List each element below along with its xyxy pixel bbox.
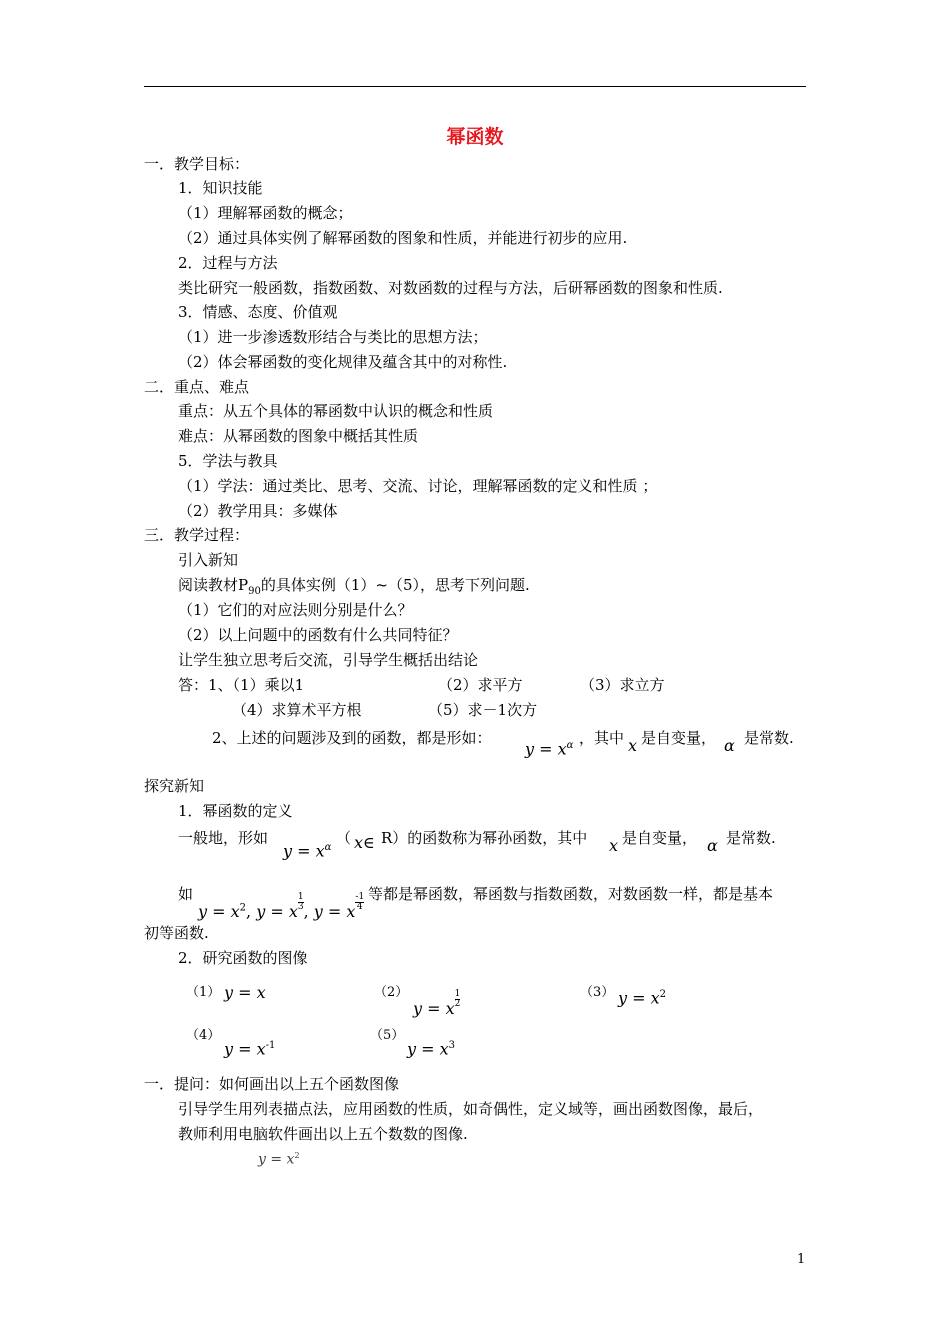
definition-b: （ <box>336 829 352 847</box>
func-5: $y = x^3$ <box>407 1039 456 1059</box>
func-3-label: （3） <box>580 985 615 1000</box>
formula-def: $y = x^\alpha$ <box>283 841 332 861</box>
definition-e: 是常数. <box>726 829 776 847</box>
read-text: 阅读教材$P_{90}$的具体实例（1）~（5），思考下列问题. <box>178 576 530 597</box>
key-point: 重点：从五个具体的幂函数中认识的概念和性质 <box>178 402 494 420</box>
guide-para-2: 教师利用电脑软件画出以上五个数数的图像. <box>178 1125 468 1143</box>
func-3: $y = x^2$ <box>618 988 667 1008</box>
examples-a: 如 <box>178 885 194 903</box>
goal-2a: 类比研究一般函数，指数函数、对数函数的过程与方法，后研幂函数的图象和性质. <box>178 279 723 297</box>
question-heading: 一．提问：如何画出以上五个函数图像 <box>144 1075 400 1093</box>
tools: （2）教学用具：多媒体 <box>178 502 338 520</box>
var-alpha: α <box>724 736 735 755</box>
def-var-x: x <box>609 836 619 855</box>
graph-caption-formula: $y = x^2$ <box>258 1151 300 1168</box>
knowledge-skills: 1．知识技能 <box>178 179 263 197</box>
study-graphs: 2．研究函数的图像 <box>178 949 308 967</box>
question-2: （2）以上问题中的函数有什么共同特征？ <box>178 626 458 644</box>
definition-a: 一般地，形如 <box>178 829 269 847</box>
guide-para-1: 引导学生用列表描点法，应用函数的性质，如奇偶性，定义域等，画出函数图像，最后， <box>178 1100 764 1118</box>
page-number: 1 <box>797 1252 806 1267</box>
section-3-heading: 三．教学过程： <box>144 526 250 544</box>
definition-title: 1．幂函数的定义 <box>178 802 293 820</box>
answer-3: （3）求立方 <box>580 676 665 694</box>
goal-1a: （1）理解幂函数的概念； <box>178 204 353 222</box>
process-method: 2．过程与方法 <box>178 254 278 272</box>
definition-c: R）的函数称为幂孙函数，其中 <box>381 829 588 847</box>
question-1: （1）它们的对应法则分别是什么？ <box>178 601 413 619</box>
intro-new: 引入新知 <box>178 551 239 569</box>
answer-2-text-b: ，其中 <box>579 729 625 747</box>
examples-c: 初等函数. <box>144 924 209 942</box>
difficult-point: 难点：从幂函数的图象中概括其性质 <box>178 427 419 445</box>
func-1-label: （1） <box>186 985 221 1000</box>
section-1-heading: 一．教学目标： <box>144 155 250 173</box>
answer-1: 答：1、（1）乘以1 <box>178 676 305 694</box>
examples-formula: $y = x^2$, y = x $\frac{1}{3}$ , y = x $\frac{-1}{4}$ <box>198 892 365 921</box>
def-var-alpha: α <box>707 836 718 855</box>
var-x-in: x∈ <box>354 833 375 852</box>
func-1: y = x <box>224 983 266 1002</box>
definition-d: 是自变量， <box>622 829 698 847</box>
answer-2-text-a: 2、上述的问题涉及到的函数，都是形如： <box>212 729 492 747</box>
answer-2: （2）求平方 <box>438 676 523 694</box>
func-2: y = x $\frac{1}{2}$ <box>413 989 461 1018</box>
header-rule <box>144 86 806 87</box>
func-4-label: （4） <box>186 1028 221 1043</box>
func-4: $y = x^{-1}$ <box>224 1039 276 1059</box>
goal-3b: （2）体会幂函数的变化规律及蕴含其中的对称性. <box>178 353 508 371</box>
method-tools: 5．学法与教具 <box>178 452 278 470</box>
formula-power: $y = x^\alpha$ <box>525 739 574 759</box>
goal-3a: （1）进一步渗透数形结合与类比的思想方法； <box>178 328 488 346</box>
answer-5: （5）求－1次方 <box>428 701 538 719</box>
answer-2-text-c: 是自变量， <box>641 729 717 747</box>
examples-b: 等都是幂函数，幂函数与指数函数，对数函数一样，都是基本 <box>368 885 774 903</box>
explore-heading: 探究新知 <box>144 777 205 795</box>
answer-4: （4）求算术平方根 <box>232 701 362 719</box>
guide-text: 让学生独立思考后交流，引导学生概括出结论 <box>178 651 479 669</box>
page-title: 幂函数 <box>446 126 504 148</box>
answer-2-text-d: 是常数. <box>744 729 794 747</box>
var-x: x <box>628 736 638 755</box>
method: （1）学法：通过类比、思考、交流、讨论，理解幂函数的定义和性质 ； <box>178 477 658 495</box>
section-2-heading: 二．重点、难点 <box>144 378 250 396</box>
emotion-values: 3．情感、态度、价值观 <box>178 303 338 321</box>
goal-1b: （2）通过具体实例了解幂函数的图象和性质，并能进行初步的应用. <box>178 229 628 247</box>
func-5-label: （5） <box>370 1028 405 1043</box>
func-2-label: （2） <box>374 985 409 1000</box>
